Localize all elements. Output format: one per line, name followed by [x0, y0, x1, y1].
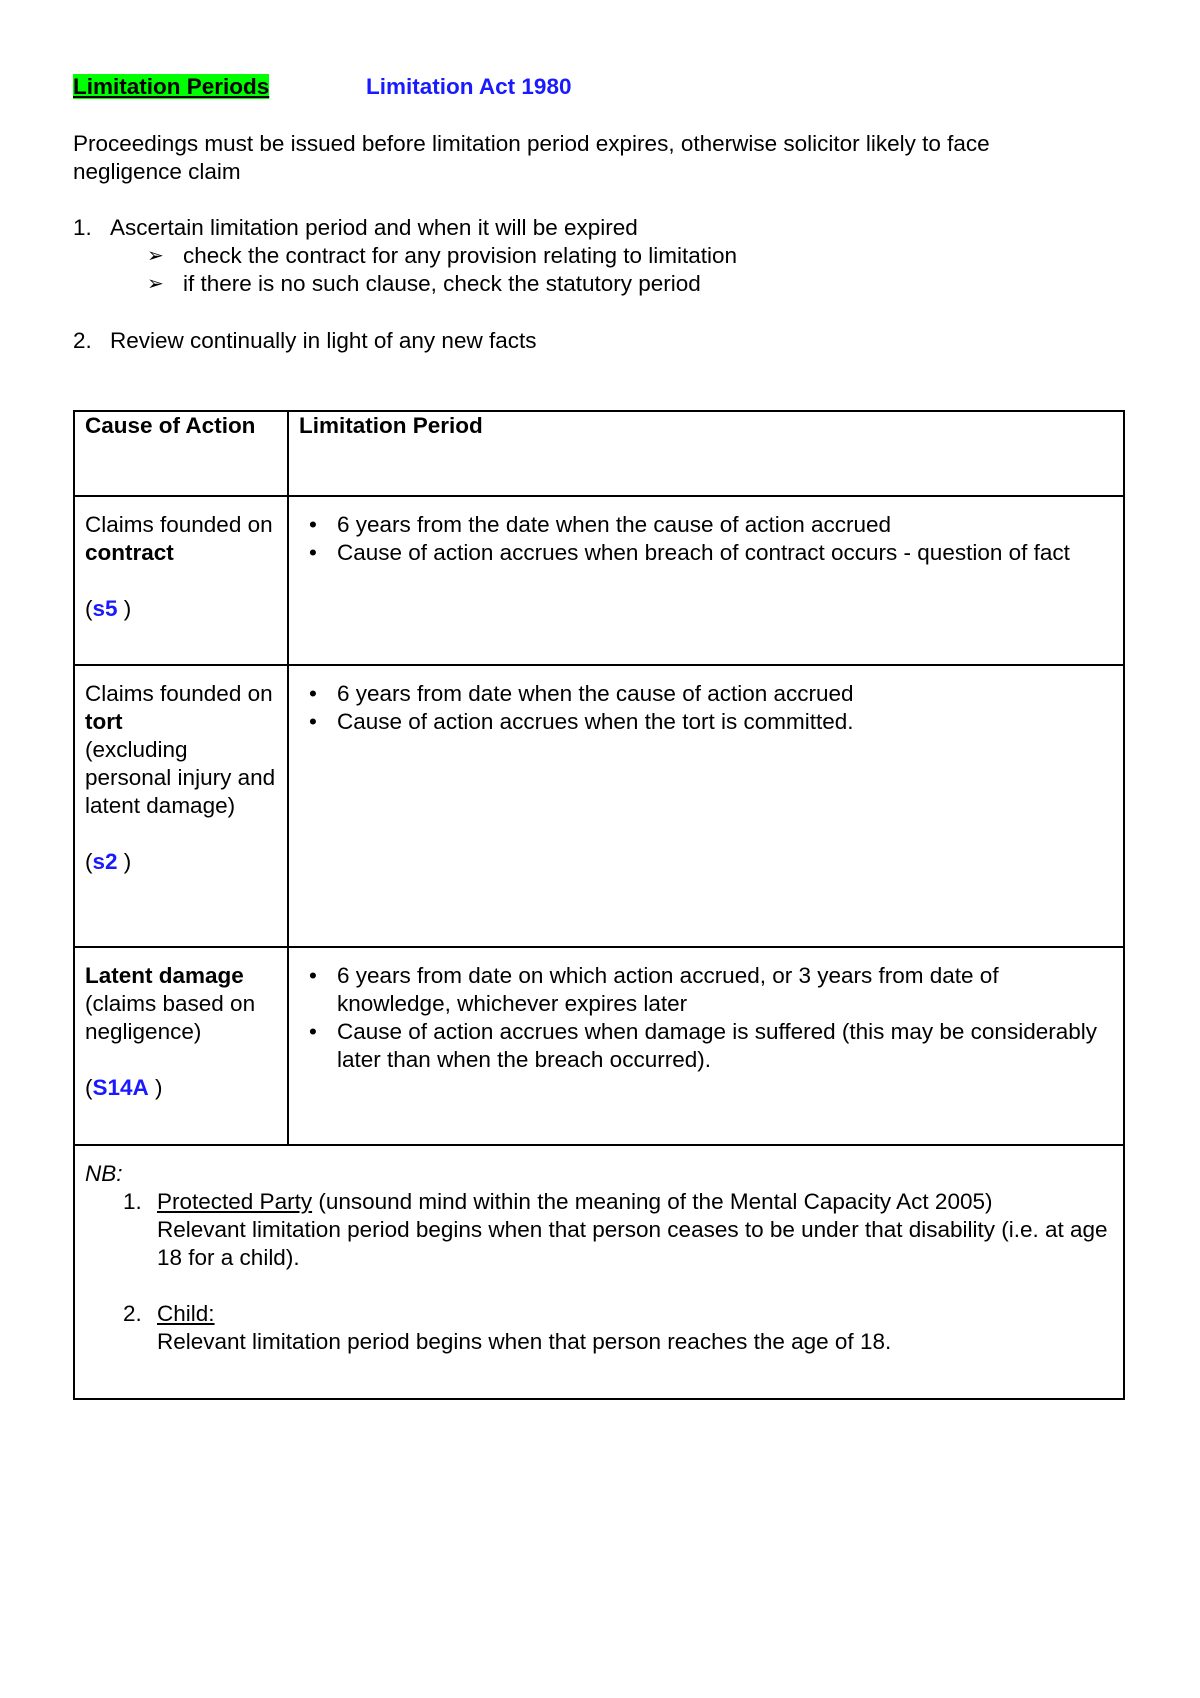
sub-item [147, 270, 737, 298]
point-text: Cause of action accrues when damage is suffered (this may be considerably later than when the breach occurred). [337, 1019, 1097, 1072]
cause-cell [74, 665, 288, 947]
list-item [299, 539, 1113, 567]
header-cell [74, 411, 288, 496]
step-text: Ascertain limitation period and when it will be expired [110, 215, 638, 240]
nb-number: 1. [123, 1189, 142, 1214]
nb-text: Relevant limitation period begins when that person ceases to be under that disability (i.e. at age 18 for a child). [157, 1217, 1108, 1270]
cause-bold: Latent damage [85, 963, 244, 988]
bullet-icon: • [309, 540, 317, 565]
cause-text: Claims founded on [85, 512, 273, 537]
nb-row [74, 1145, 1124, 1399]
cause-text: Claims founded on [85, 681, 273, 706]
period-list [299, 962, 1113, 1074]
period-cell [288, 947, 1124, 1145]
limitation-table [73, 410, 1125, 1400]
point-text: 6 years from the date when the cause of action accrued [337, 512, 892, 537]
bullet-icon: • [309, 681, 317, 706]
header-cell [288, 411, 1124, 496]
step-1 [73, 214, 737, 242]
cause-bold: tort [85, 709, 123, 734]
sub-item-text: if there is no such clause, check the statutory period [183, 271, 701, 296]
point-text: 6 years from date on which action accrued, or 3 years from date of knowledge, whichever expires later [337, 963, 999, 1016]
period-cell [288, 496, 1124, 665]
cause-cell [74, 947, 288, 1145]
nb-item [85, 1300, 1113, 1356]
cause-cell [74, 496, 288, 665]
period-list [299, 511, 1113, 567]
sub-item [147, 242, 737, 270]
table-row [74, 496, 1124, 665]
cause-note: (claims based on negligence) [85, 991, 256, 1044]
steps-list [73, 214, 737, 355]
section-ref: (S14A ) [85, 1075, 163, 1100]
nb-number: 2. [123, 1301, 142, 1326]
section-code: s2 [92, 849, 118, 874]
bullet-icon: • [309, 709, 317, 734]
point-text: Cause of action accrues when the tort is committed. [337, 709, 854, 734]
section-code: s5 [92, 596, 118, 621]
step-number: 1. [73, 215, 92, 240]
list-item [299, 708, 1113, 736]
nb-label: NB: [85, 1161, 123, 1186]
period-cell [288, 665, 1124, 947]
point-text: Cause of action accrues when breach of contract occurs - question of fact [337, 540, 1070, 565]
sub-list [147, 242, 737, 298]
period-list [299, 680, 1113, 736]
section-code: S14A [92, 1075, 149, 1100]
step-2 [73, 327, 737, 355]
bullet-icon: • [309, 1019, 317, 1044]
header-period: Limitation Period [299, 413, 483, 438]
point-text: 6 years from date when the cause of action accrued [337, 681, 854, 706]
header-cause: Cause of Action [85, 413, 256, 438]
table-header-row [74, 411, 1124, 496]
section-ref: (s5 ) [85, 596, 132, 621]
table-row [74, 665, 1124, 947]
arrow-bullet-icon: ➢ [147, 245, 164, 267]
list-item [299, 511, 1113, 539]
document-title [73, 73, 269, 101]
list-item [299, 962, 1113, 1018]
section-ref: (s2 ) [85, 849, 132, 874]
nb-term: Child: [157, 1301, 215, 1326]
arrow-bullet-icon: ➢ [147, 273, 164, 295]
bullet-icon: • [309, 512, 317, 537]
nb-term: Protected Party [157, 1189, 313, 1214]
nb-item [85, 1188, 1113, 1272]
list-item [299, 1018, 1113, 1074]
cause-bold: contract [85, 540, 174, 565]
nb-text: Relevant limitation period begins when that person reaches the age of 18. [157, 1329, 892, 1354]
sub-item-text: check the contract for any provision relating to limitation [183, 243, 738, 268]
table-row [74, 947, 1124, 1145]
bullet-icon: • [309, 963, 317, 988]
act-reference: Limitation Act 1980 [366, 74, 572, 99]
nb-cell [74, 1145, 1124, 1399]
title-highlight: Limitation Periods [73, 74, 270, 99]
step-number: 2. [73, 328, 92, 353]
nb-term-rest: (unsound mind within the meaning of the Mental Capacity Act 2005) [312, 1189, 993, 1214]
intro-paragraph: Proceedings must be issued before limitation period expires, otherwise solicitor likely to face negligence claim [73, 131, 990, 184]
step-text: Review continually in light of any new facts [110, 328, 537, 353]
cause-note: (excluding personal injury and latent damage) [85, 737, 276, 818]
list-item [299, 680, 1113, 708]
